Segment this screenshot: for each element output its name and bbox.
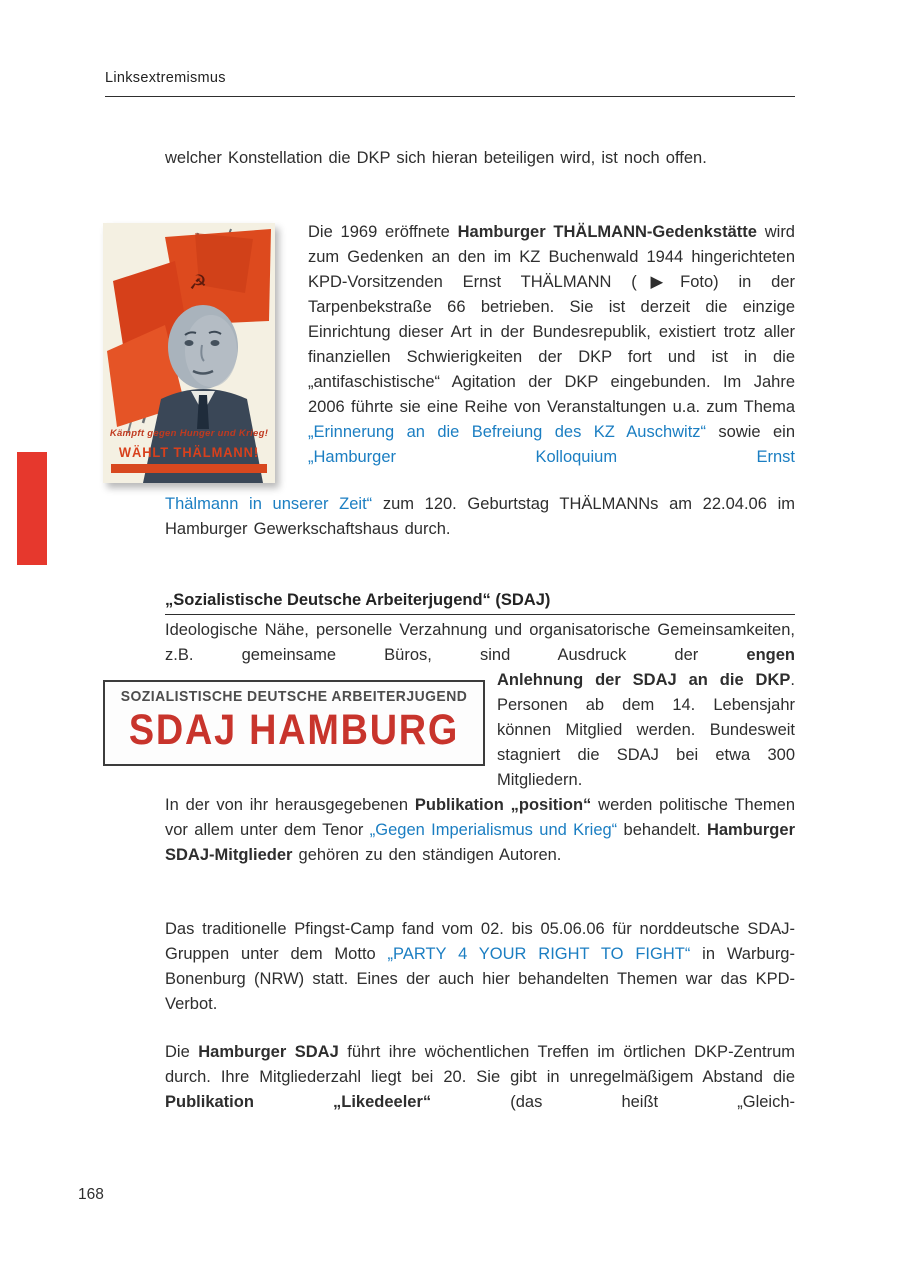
running-header: Linksextremismus — [105, 70, 226, 86]
text-run: (das heißt „Gleich- — [431, 1093, 795, 1111]
text-run: Publikation „Likedeeler“ — [165, 1093, 432, 1111]
text-run: Hamburger SDAJ-Mitglieder — [165, 821, 795, 864]
text-run: welcher Konstellation die DKP sich hieran beteiligen wird, ist noch offen. — [165, 149, 707, 167]
inline-reference-link[interactable]: „Erinnerung an die Befreiung des KZ Auschwitz“ — [308, 423, 707, 441]
poster-slogan-text: Kämpft gegen Hunger und Krieg! — [109, 428, 269, 439]
paragraph-thaelmann-continued — [165, 492, 795, 542]
thaelmann-poster-image — [103, 223, 275, 483]
inline-reference-link[interactable]: „Gegen Imperialismus und Krieg“ — [369, 821, 618, 839]
text-run: wird zum Gedenken an den im KZ Buchenwald 1944 hingerichteten KPD-Vorsitzenden Ernst THÄLMANN (▶ Foto) in der Tarpenbekstraße 66 betrieben. Sie ist derzeit die einzige Einrichtung dieser Art in der Bundesrepublik, existiert trotz aller finanziellen Schwierigkeiten der DKP fort und ist in die „antifaschistische“ Agitation der DKP eingebunden. Im Jahre 2006 führte sie eine Reihe von Veranstaltungen u.a. zum Thema — [308, 223, 795, 416]
sdaj-banner-subtitle: SOZIALISTISCHE DEUTSCHE ARBEITERJUGEND — [120, 688, 468, 705]
text-run: In der von ihr herausgegebenen — [165, 796, 415, 814]
inline-reference-link[interactable]: „Hamburger Kolloquium Ernst — [308, 448, 795, 466]
text-run: zum 120. Geburtstag THÄLMANNs am 22.04.06 im Hamburger Gewerkschaftshaus durch. — [165, 495, 795, 538]
sdaj-banner-title: SDAJ HAMBURG — [128, 706, 460, 754]
paragraph-sdaj-hamburg — [165, 1040, 795, 1115]
text-run: Die — [165, 1043, 199, 1061]
paragraph-thaelmann — [308, 220, 795, 470]
svg-text:☭: ☭ — [189, 270, 207, 294]
inline-reference-link[interactable]: „PARTY 4 YOUR RIGHT TO FIGHT“ — [387, 945, 691, 963]
text-run: engen — [746, 646, 795, 664]
text-run: Ideologische Nähe, personelle Verzahnung und organisatorische Gemeinsamkeiten, z.B. gemeinsame Büros, sind Ausdruck der — [165, 621, 795, 664]
text-run: Hamburger THÄLMANN-Gedenkstätte — [457, 223, 757, 241]
text-run: Publikation „position“ — [414, 796, 592, 814]
sdaj-hamburg-banner-image — [103, 680, 485, 766]
text-run: führt ihre wöchentlichen Treffen im örtlichen DKP-Zentrum durch. Ihre Mitgliederzahl liegt bei 20. Sie gibt in unregelmäßigem Abstand die — [165, 1043, 795, 1086]
text-run: in Warburg-Bonenburg (NRW) statt. Eines der auch hier behandelten Themen war das KPD-Verbot. — [165, 945, 795, 1013]
text-run: Anlehnung der SDAJ an die DKP — [497, 671, 791, 689]
text-run: Das traditionelle Pfingst-Camp fand vom 02. bis 05.06.06 für norddeutsche SDAJ-Gruppen unter dem Motto — [165, 920, 795, 963]
text-run: Hamburger SDAJ — [198, 1043, 339, 1061]
text-run: werden politische Themen vor allem unter dem Tenor — [165, 796, 795, 839]
paragraph-sdaj-position — [165, 793, 795, 868]
text-run: . Personen ab dem 14. Lebensjahr können Mitglied werden. Bundesweit stagniert die SDAJ bei etwa 300 Mitgliedern. — [497, 671, 795, 789]
text-run: Die 1969 eröffnete — [308, 223, 458, 241]
red-margin-bar — [17, 452, 47, 565]
paragraph-intro — [165, 146, 795, 171]
section-heading-sdaj: „Sozialistische Deutsche Arbeiterjugend“ (SDAJ) — [165, 591, 795, 615]
text-run: sowie ein — [706, 423, 795, 441]
inline-reference-link[interactable]: Thälmann in unserer Zeit“ — [165, 495, 373, 513]
text-run: behandelt. — [617, 821, 707, 839]
poster-title-text: WÄHLT THÄLMANN! — [118, 444, 260, 460]
page-number: 168 — [78, 1186, 104, 1203]
poster-red-strip — [111, 464, 267, 473]
header-rule — [105, 96, 795, 97]
text-run: gehören zu den ständigen Autoren. — [292, 846, 562, 864]
paragraph-sdaj-beside-banner — [497, 668, 795, 793]
paragraph-sdaj-intro — [165, 618, 795, 668]
paragraph-sdaj-camp — [165, 917, 795, 1017]
